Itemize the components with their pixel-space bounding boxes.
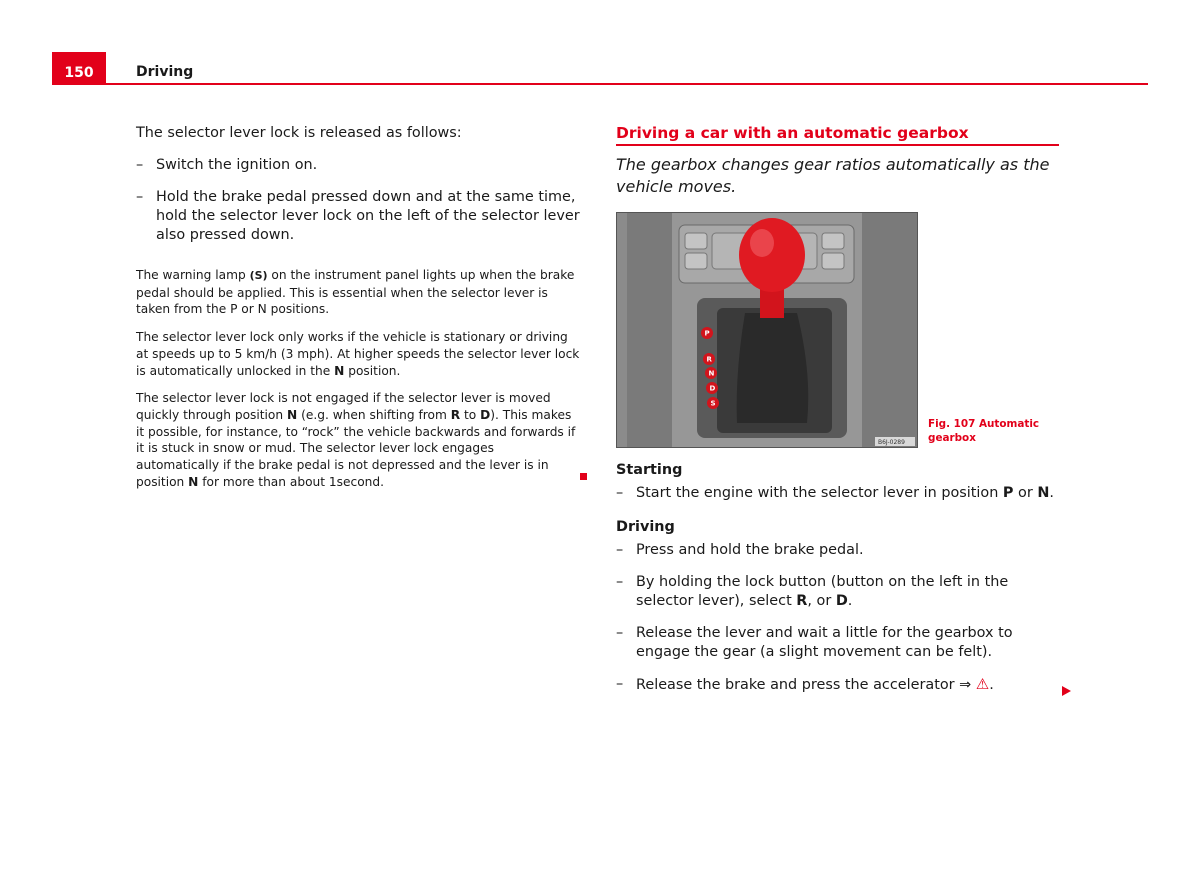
figure-code: B6J-0289 (878, 439, 905, 446)
gear-s-label: S (710, 399, 716, 408)
list-item: – Start the engine with the selector lever in position P or N. (616, 485, 1054, 501)
left-intro: The selector lever lock is released as follows: (136, 125, 462, 141)
list-item: – Release the brake and press the accelerator ⇒ ⚠. (616, 675, 994, 693)
list-item: – By holding the lock button (button on the left in the selector lever), select R, or D. (616, 574, 1009, 609)
list-item: – Switch the ignition on. (136, 157, 318, 173)
gear-n-label: N (708, 369, 715, 378)
gearbox-drawing (617, 213, 917, 447)
figure-caption: Fig. 107 Automatic gearbox (928, 418, 1040, 444)
gear-r-label: R (706, 355, 712, 364)
gearbox-illustration (616, 212, 918, 448)
warning-icon[interactable]: ⚠ (975, 675, 990, 693)
figure (616, 212, 1060, 448)
right-column (616, 124, 1060, 708)
section-intro: The gearbox changes gear ratios automatically as the vehicle moves. (616, 155, 1050, 196)
page-header-title: Driving (136, 64, 194, 80)
header-rule (52, 83, 1148, 85)
brake-lamp-icon: (S) (249, 269, 268, 282)
section-title: Driving a car with an automatic gearbox (616, 124, 1059, 146)
list-item: – Press and hold the brake pedal. (616, 542, 864, 558)
continue-arrow-icon (1062, 686, 1071, 696)
list-item: – Hold the brake pedal pressed down and at the same time, hold the selector lever lock on the left of the selector lever also pressed down. (136, 189, 580, 243)
starting-heading: Starting (616, 462, 683, 478)
left-column (136, 124, 580, 501)
note-lock-speed: The selector lever lock only works if the vehicle is stationary or driving at speeds up to 5 km/h (3 mph). At higher speeds the selector lever lock is automatically unlocked in the N position. (136, 330, 580, 378)
list-item: – Release the lever and wait a little for the gearbox to engage the gear (a slight movement can be felt). (616, 625, 1013, 660)
driving-heading: Driving (616, 519, 675, 535)
gear-d-label: D (709, 384, 716, 393)
note-lock-rock: The selector lever lock is not engaged if the selector lever is moved quickly through position N (e.g. when shifting from R to D). This makes it possible, for instance, to “rock” the vehicle backwards and forwards if it is stuck in snow or mud. The selector lever lock engages automatically if the brake pedal is not depressed and the lever is in position N for more than about 1second. (136, 391, 576, 489)
section-end-marker (580, 473, 587, 480)
note-warning-lamp: The warning lamp (S) on the instrument panel lights up when the brake pedal should be applied. This is essential when the selector lever is taken from the P or N positions. (136, 268, 575, 317)
gear-p-label: P (704, 329, 710, 338)
page-number: 150 (52, 52, 106, 84)
